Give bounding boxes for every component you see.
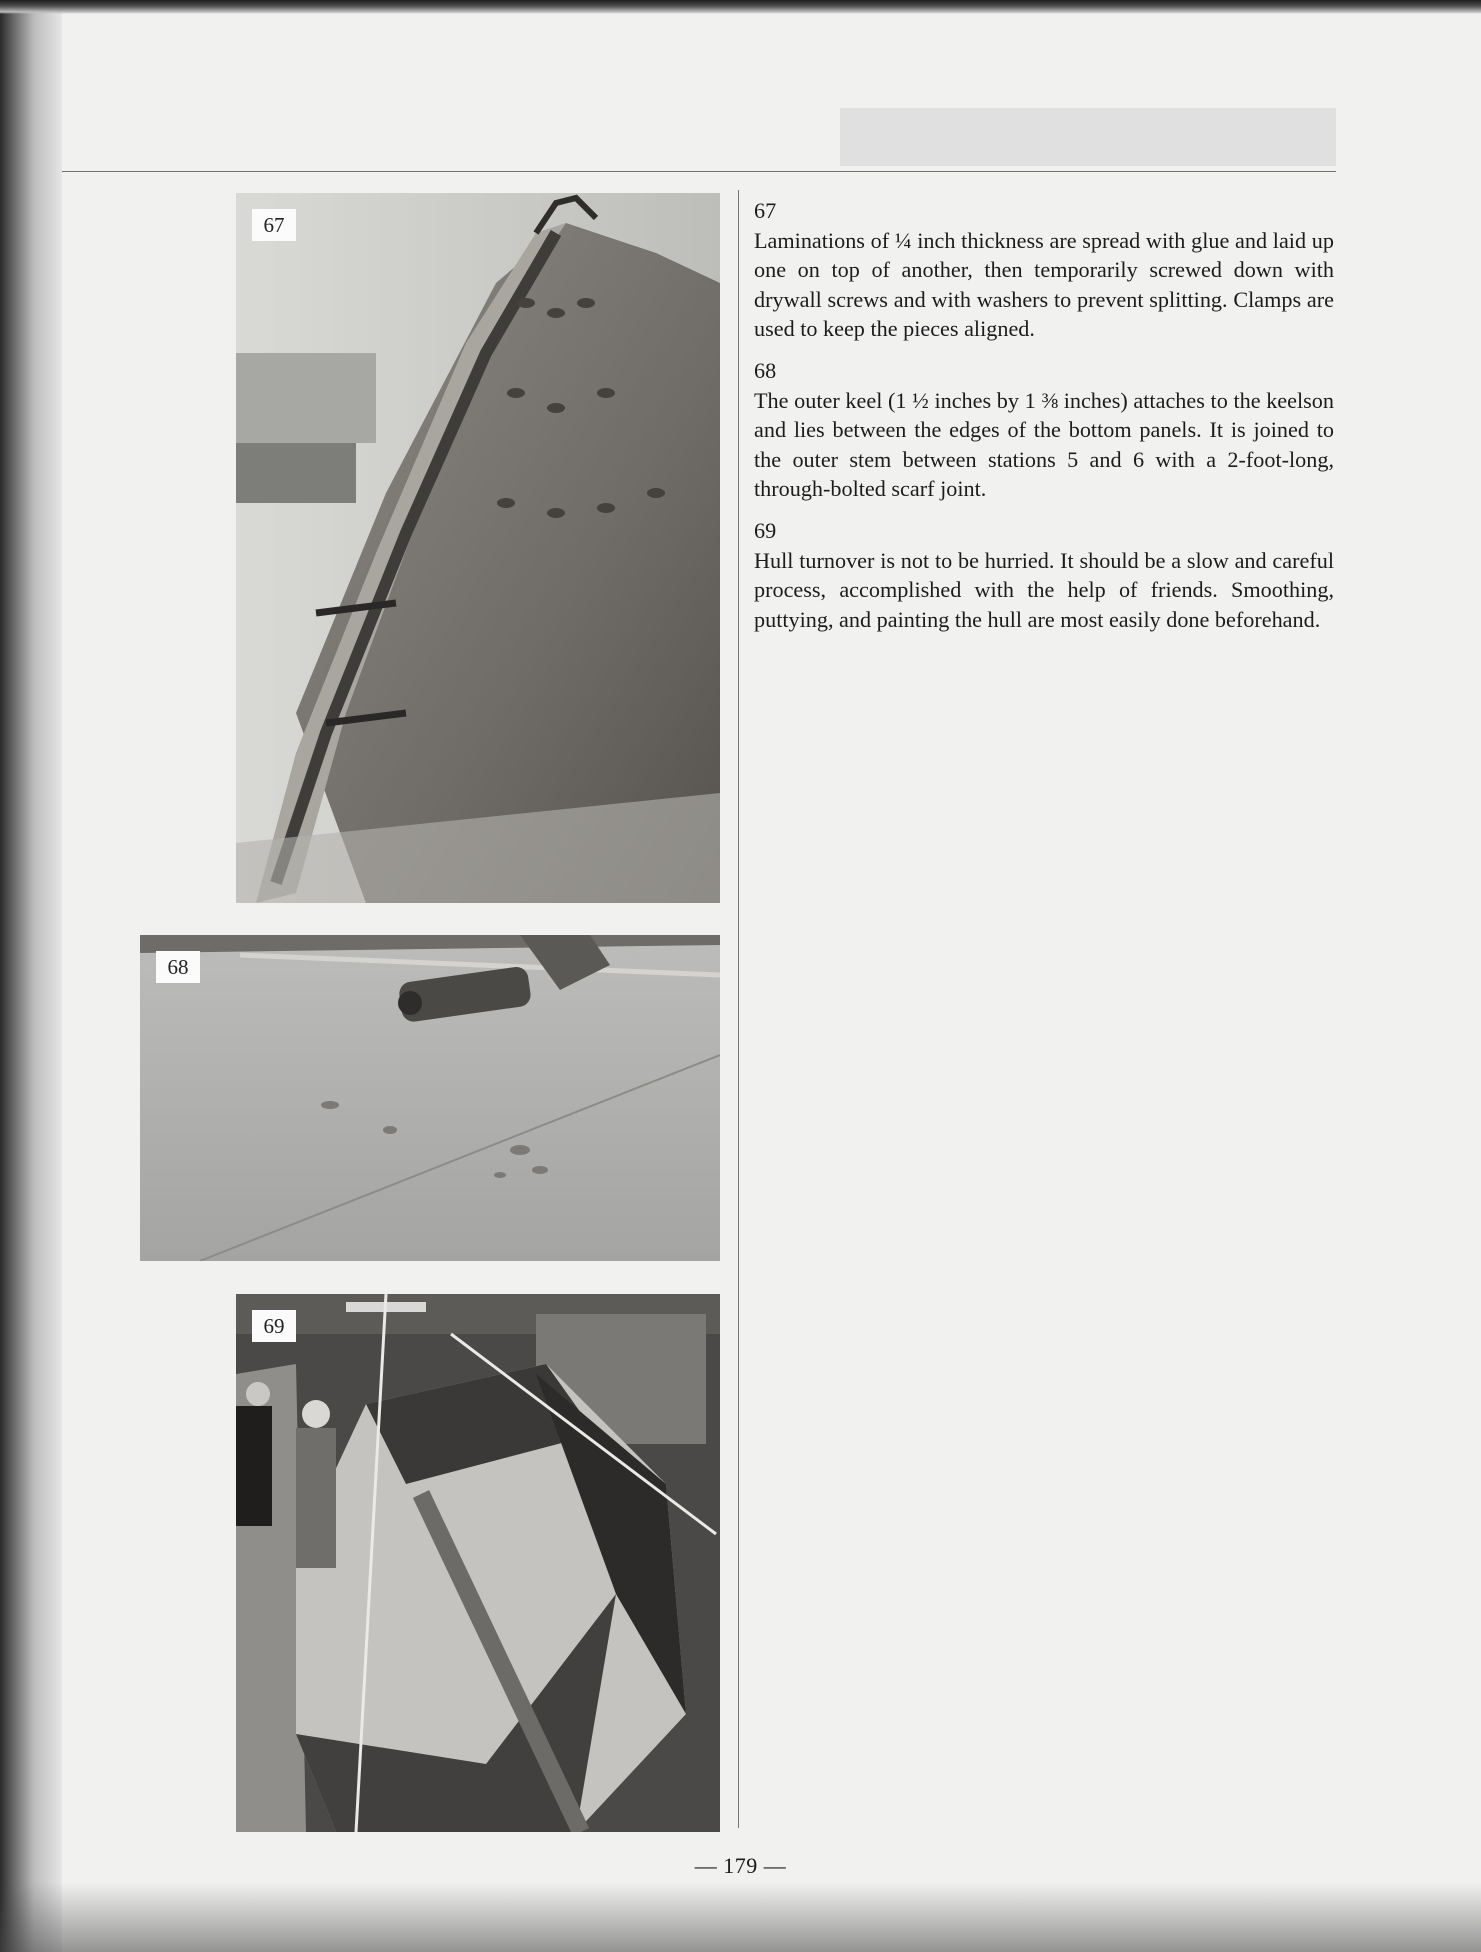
page-number: — 179 — <box>694 1853 787 1878</box>
photo-69-image <box>236 1294 720 1832</box>
caption-text: The outer keel (1 ½ inches by 1 ⅜ inches) attaches to the keelson and lies between the edges of the bottom panels. It is joined to the outer stem between stations 5 and 6 with a 2-foot-long, through-bolted scarf joint. <box>754 387 1334 502</box>
caption-text: Hull turnover is not to be hurried. It should be a slow and careful process, accomplished with the help of friends. Smoothing, puttying, and painting the hull are most easily done beforehand. <box>754 547 1334 632</box>
column-divider <box>738 190 739 1828</box>
header-rule <box>62 171 1336 172</box>
header-bleed <box>840 108 1336 166</box>
photo-68 <box>140 935 720 1261</box>
page-binding-shadow <box>0 0 62 1952</box>
figure-label-67: 67 <box>252 209 296 241</box>
page-bottom-shadow <box>0 1882 1481 1952</box>
photo-67 <box>236 193 720 903</box>
photo-69 <box>236 1294 720 1832</box>
figure-label-68: 68 <box>156 951 200 983</box>
caption-column <box>754 196 1334 646</box>
page-top-edge <box>0 0 1481 14</box>
figure-label-69: 69 <box>252 1310 296 1342</box>
caption-69 <box>754 516 1334 634</box>
caption-number: 67 <box>754 198 777 223</box>
caption-number: 69 <box>754 517 777 543</box>
photo-67-image <box>236 193 720 903</box>
caption-number: 68 <box>754 357 777 383</box>
caption-67 <box>754 196 1334 344</box>
caption-text: Laminations of ¼ inch thickness are spread with glue and laid up one on top of another, then temporarily screwed down with drywall screws and with washers to prevent splitting. Clamps are used to keep the pieces aligned. <box>754 227 1334 342</box>
caption-68 <box>754 356 1334 504</box>
photo-68-image <box>140 935 720 1261</box>
